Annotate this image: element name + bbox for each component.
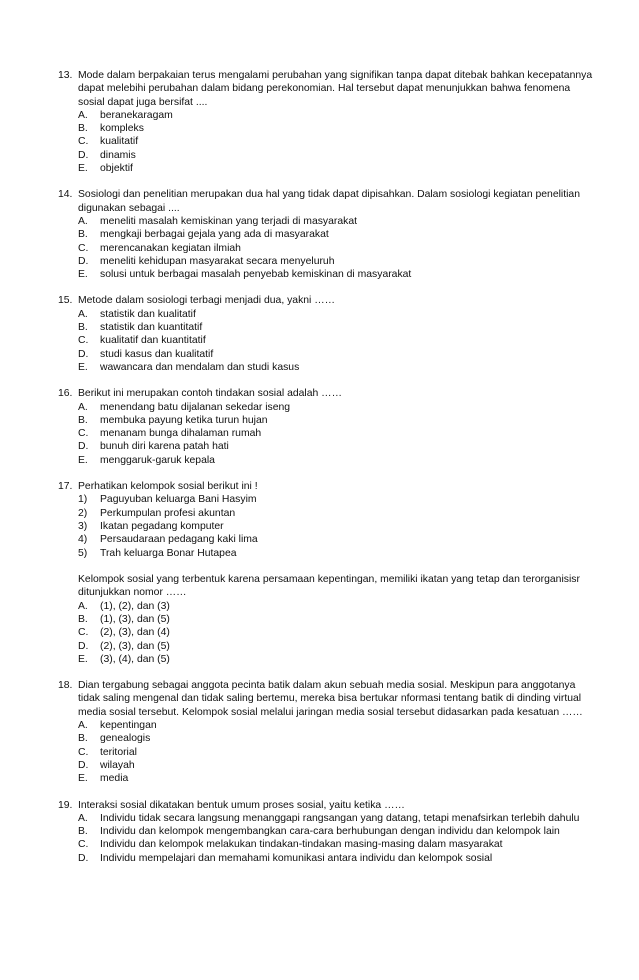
list-item-3: 3) Ikatan pegadang komputer bbox=[78, 520, 224, 532]
option-b: B. statistik dan kuantitatif bbox=[78, 322, 203, 334]
option-c: C. (2), (3), dan (4) bbox=[78, 627, 170, 639]
option-e: E. wawancara dan mendalam dan studi kasus bbox=[78, 361, 300, 373]
option-d: D. meneliti kehidupan masyarakat secara menyeluruh bbox=[78, 255, 335, 267]
question-text: Berikut ini merupakan contoh tindakan sosial adalah …… bbox=[78, 388, 342, 400]
option-a: A. beranekaragam bbox=[78, 109, 173, 121]
question-text: Dian tergabung sebagai anggota pecinta batik dalam akun sebuah media sosial. Meskipun para anggotanya tidak saling mengenal dan tidak saling bertemu, mereka bisa bertukar nformasi tentang batik di dinding virtual media sosial tersebut. Kelompok sosial melalui jaringan media sosial tersebut didasarkan pada kesatuan …… bbox=[78, 680, 583, 718]
question-text: Mode dalam berpakaian terus mengalami perubahan yang signifikan tanpa dapat ditebak bahkan kecepatannya dapat melebihi perubahan dalam bidang perekonomian. Hal tersebut dapat menunjukkan bahwa fenomena sosial dapat juga bersifat .... bbox=[78, 70, 593, 108]
option-c: C. menanam bunga dihalaman rumah bbox=[78, 428, 262, 440]
option-c: C. Individu dan kelompok melakukan tindakan-tindakan masing-masing dalam masyarakat bbox=[78, 839, 503, 851]
option-e: E. media bbox=[78, 773, 129, 785]
question-number: 15. bbox=[58, 295, 73, 307]
option-b: B. genealogis bbox=[78, 733, 151, 745]
option-e: E. menggaruk-garuk kepala bbox=[78, 454, 215, 466]
option-d: D. dinamis bbox=[78, 149, 136, 161]
option-d: D. (2), (3), dan (5) bbox=[78, 640, 170, 652]
question-16 bbox=[58, 387, 599, 467]
option-d: D. bunuh diri karena patah hati bbox=[78, 441, 229, 453]
option-b: B. Individu dan kelompok mengembangkan cara-cara berhubungan dengan individu dan kelompok lain bbox=[78, 826, 560, 838]
option-e: E. objektif bbox=[78, 163, 133, 175]
option-d: D. wilayah bbox=[78, 759, 135, 771]
question-number: 16. bbox=[58, 388, 73, 400]
question-18 bbox=[58, 679, 599, 785]
question-19 bbox=[58, 799, 599, 865]
list-item-5: 5) Trah keluarga Bonar Hutapea bbox=[78, 547, 237, 559]
option-d: D. Individu mempelajari dan memahami komunikasi antara individu dan kelompok sosial bbox=[78, 852, 493, 864]
question-followup: Kelompok sosial yang terbentuk karena persamaan kepentingan, memiliki ikatan yang tetap dan terorganisisr ditunjukkan nomor …… bbox=[78, 574, 580, 599]
question-text: Sosiologi dan penelitian merupakan dua hal yang tidak dapat dipisahkan. Dalam sosiologi kegiatan penelitian digunakan sebagai .... bbox=[78, 189, 580, 214]
question-text: Interaksi sosial dikatakan bentuk umum proses sosial, yaitu ketika …… bbox=[78, 799, 405, 811]
list-item-2: 2) Perkumpulan profesi akuntan bbox=[78, 507, 236, 519]
option-a: A. menendang batu dijalanan sekedar iseng bbox=[78, 401, 291, 413]
question-text: Metode dalam sosiologi terbagi menjadi dua, yakni …… bbox=[78, 295, 336, 307]
question-number: 19. bbox=[58, 799, 73, 811]
spacer bbox=[78, 560, 599, 573]
question-number: 17. bbox=[58, 481, 73, 493]
question-17 bbox=[58, 480, 599, 666]
option-b: B. kompleks bbox=[78, 123, 144, 135]
option-c: C. teritorial bbox=[78, 746, 137, 758]
option-a: A. (1), (2), dan (3) bbox=[78, 600, 170, 612]
question-13 bbox=[58, 69, 599, 175]
option-a: A. kepentingan bbox=[78, 720, 157, 732]
option-c: C. kualitatif dan kuantitatif bbox=[78, 335, 206, 347]
question-14 bbox=[58, 188, 599, 281]
question-text: Perhatikan kelompok sosial berikut ini ! bbox=[78, 481, 258, 493]
question-15 bbox=[58, 294, 599, 374]
option-a: A. meneliti masalah kemiskinan yang terjadi di masyarakat bbox=[78, 215, 357, 227]
list-item-1: 1) Paguyuban keluarga Bani Hasyim bbox=[78, 494, 257, 506]
option-e: E. (3), (4), dan (5) bbox=[78, 653, 170, 665]
option-a: A. statistik dan kualitatif bbox=[78, 308, 196, 320]
option-e: E. solusi untuk berbagai masalah penyebab kemiskinan di masyarakat bbox=[78, 269, 412, 281]
question-number: 14. bbox=[58, 189, 73, 201]
option-c: C. kualitatif bbox=[78, 136, 139, 148]
option-b: B. membuka payung ketika turun hujan bbox=[78, 414, 268, 426]
option-b: B. mengkaji berbagai gejala yang ada di masyarakat bbox=[78, 229, 329, 241]
option-c: C. merencanakan kegiatan ilmiah bbox=[78, 242, 241, 254]
question-number: 13. bbox=[58, 70, 73, 81]
option-d: D. studi kasus dan kualitatif bbox=[78, 348, 214, 360]
option-b: B. (1), (3), dan (5) bbox=[78, 613, 170, 625]
option-a: A. Individu tidak secara langsung menanggapi rangsangan yang datang, tetapi menafsirkan terlebih dahulu bbox=[78, 812, 580, 824]
question-number: 18. bbox=[58, 680, 73, 692]
list-item-4: 4) Persaudaraan pedagang kaki lima bbox=[78, 534, 258, 546]
